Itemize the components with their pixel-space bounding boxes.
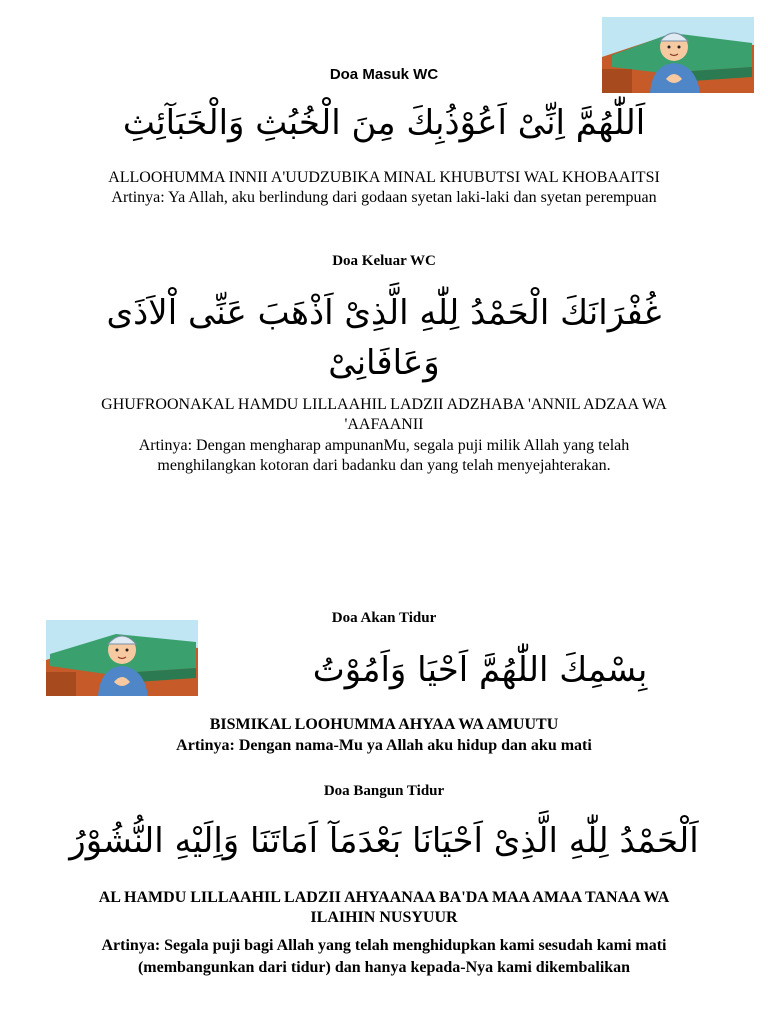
- transliteration-text: ALLOOHUMMA INNII A'UUDZUBIKA MINAL KHUBUTSI WAL KHOBAAITSI: [108, 169, 660, 186]
- transliteration-text: GHUFROONAKAL HAMDU LILLAAHIL LADZII ADZHABA 'ANNIL ADZAA WA 'AAFAANII: [101, 396, 667, 433]
- praying-boy-drawing: [46, 620, 198, 696]
- meaning-text: Artinya: Dengan nama-Mu ya Allah aku hidup dan aku mati: [176, 737, 592, 754]
- meaning-text: Artinya: Dengan mengharap ampunanMu, segala puji milik Allah yang telah menghilangkan kotoran dari badanku dan yang telah menyejahterakan.: [138, 437, 630, 474]
- transliteration-text: AL HAMDU LILLAAHIL LADZII AHYAANAA BA'DA MAA AMAA TANAA WA ILAIHIN NUSYUUR: [98, 889, 670, 926]
- arabic-prayer-text: غُفْرَانَكَ الْحَمْدُ لِلّٰهِ الَّذِىْ اَذْهَبَ عَنِّى اْلاَذَى وَعَافَانِىْ: [106, 293, 662, 383]
- section-title: Doa Keluar WC: [332, 253, 436, 269]
- arabic-prayer-text: بِسْمِكَ اللّٰهُمَّ اَحْيَا وَاَمُوْتُ: [312, 650, 648, 690]
- arabic-prayer-text: اَللّٰهُمَّ اِنِّىْ اَعُوْذُبِكَ مِنَ الْخُبُثِ وَالْخَبَآئِثِ: [122, 103, 646, 143]
- section-title: Doa Masuk WC: [329, 66, 439, 83]
- praying-boy-illustration: [46, 620, 198, 696]
- transliteration-text: BISMIKAL LOOHUMMA AHYAA WA AMUUTU: [209, 716, 559, 733]
- meaning-text: Artinya: Ya Allah, aku berlindung dari godaan syetan laki-laki dan syetan perempuan: [111, 189, 657, 206]
- meaning-text: Artinya: Segala puji bagi Allah yang telah menghidupkan kami sesudah kami mati (membangunkan dari tidur) dan hanya kepada-Nya kami dikembalikan: [101, 937, 667, 976]
- section-title: Doa Akan Tidur: [331, 610, 437, 626]
- section-title: Doa Bangun Tidur: [323, 783, 445, 799]
- arabic-prayer-text: اَلْحَمْدُ لِلّٰهِ الَّذِىْ اَحْيَانَا بَعْدَمَآ اَمَاتَنَا وَاِلَيْهِ النُّشُوْرُ: [69, 821, 699, 861]
